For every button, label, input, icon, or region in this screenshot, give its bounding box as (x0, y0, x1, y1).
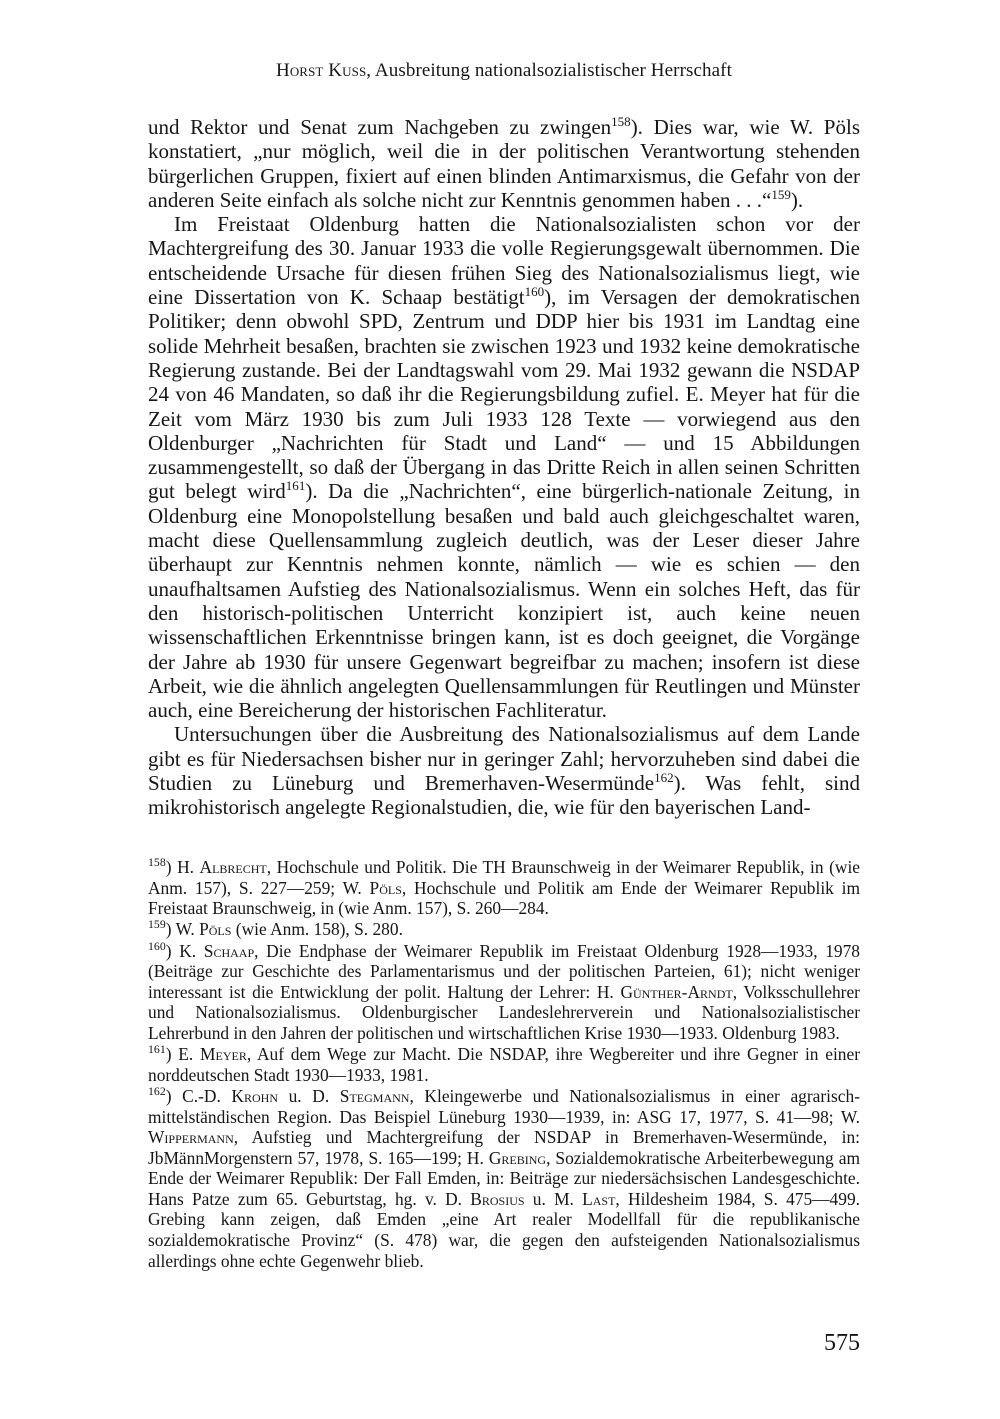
footnote-ref-162: 162 (654, 770, 674, 786)
paragraph-2 (148, 212, 860, 722)
paragraph-3-text: ). Was fehlt, sind mikrohistorisch angelegte Regionalstudien, die, wie für den bayerischen Land- (148, 771, 860, 820)
author-name: Pöls (199, 919, 232, 940)
footnote-mark: 158 (148, 855, 166, 870)
author-name: Last (582, 1188, 616, 1209)
footnote-text: , Hochschule und Politik am Ende der Weimarer Republik im Freistaat Braunschweig, in (wie Anm. 157), S. 260—284. (148, 877, 860, 919)
paragraph-1-text: und Rektor und Senat zum Nachgeben zu zwingen (148, 115, 612, 139)
running-head-author: Horst Kuss (276, 60, 367, 81)
footnote-text: , Sozialdemokratische Arbeiterbewegung am Ende der Weimarer Republik: Der Fall Emden, in: Beiträge zur niedersächsischen Landesgeschichte. Hans Patze zum 65. Geburtstag, hg. v. D. (148, 1147, 861, 1209)
footnote-mark: 159 (148, 917, 166, 932)
paragraph-3 (148, 722, 860, 819)
author-name: Meyer (200, 1044, 247, 1065)
paragraph-3-text: Untersuchungen über die Ausbreitung des Nationalsozialismus auf dem Lande gibt es für Niedersachsen bisher nur in geringer Zahl; hervorzuheben sind dabei die Studien zu Lüneburg und Bremerhaven-Wesermünde (148, 722, 860, 796)
paragraph-2-text: ). Da die „Nachrichten“, eine bürgerlich-nationale Zeitung, in Oldenburg eine Monopolstellung besaßen und bald auch gleichgeschaltet waren, macht diese Quellensammlung zugleich deutlich, was der Leser dieser Jahre überhaupt zur Kenntnis nehmen konnte, nämlich — wie es schien — den unaufhaltsamen Aufstieg des Nationalsozialismus. Wenn ein solches Heft, das für den historisch-politischen Unterricht konzipiert ist, auch keine neuen wissenschaftlichen Erkenntnisse bringen kann, ist es doch geeignet, die Vorgänge der Jahre ab 1930 für unsere Gegenwart begreifbar zu machen; insofern ist diese Arbeit, wie die ähnlich angelegten Quellensammlungen für Reutlingen und Münster auch, eine Bereicherung der historischen Fachliteratur. (148, 479, 860, 723)
paragraph-2-text: ), im Versagen der demokratischen Politiker; denn obwohl SPD, Zentrum und DDP hier bis 1931 im Landtag eine solide Mehrheit besaßen, brachten sie zwischen 1923 und 1932 keine demokratische Regierung zustande. Bei der Landtagswahl vom 29. Mai 1932 gewann die NSDAP 24 von 46 Mandaten, so daß ihr die Regierungsbildung zufiel. E. Meyer hat für die Zeit vom März 1930 bis zum Juli 1933 128 Texte — vorwiegend aus den Oldenburger „Nachrichten für Stadt und Land“ — und 15 Abbildungen zusammengestellt, so daß der Übergang in das Dritte Reich in allen seinen Schritten gut belegt wird (148, 285, 860, 504)
author-name: Brosius (470, 1188, 525, 1209)
footnote-mark: 162 (148, 1084, 166, 1099)
footnote-mark: 161 (148, 1042, 166, 1057)
footnote-text: ) C.-D. (165, 1085, 232, 1106)
author-name: Pöls (369, 877, 402, 898)
author-name: Stegmann (339, 1085, 410, 1106)
author-name: Albrecht (199, 857, 267, 877)
main-text (148, 115, 860, 820)
footnote-ref-159: 159 (771, 186, 791, 202)
author-name: Krohn (231, 1085, 278, 1106)
paragraph-1 (148, 115, 860, 212)
footnote-159 (148, 919, 860, 940)
footnote-ref-161: 161 (285, 478, 306, 494)
author-name: Wippermann (148, 1127, 234, 1148)
footnote-text: ) H. (165, 857, 200, 877)
footnote-text: u. D. (277, 1085, 340, 1106)
paragraph-1-text: ). (790, 187, 804, 212)
footnote-161 (148, 1044, 860, 1085)
page-number: 575 (824, 1330, 860, 1356)
author-name: Schaap (203, 940, 255, 961)
running-head-title: , Ausbreitung nationalsozialistischer Herrschaft (366, 60, 732, 81)
footnote-ref-158: 158 (611, 114, 631, 129)
author-name: Grebing (488, 1147, 547, 1168)
footnote-text: , Kleingewerbe und Nationalsozialismus in einer agrarisch-mittelständischen Region. Das Beispiel Lüneburg 1930—1939, in: ASG 17, 1977, S. 41—98; W. (148, 1085, 860, 1127)
footnote-text: , Hochschule und Politik. Die TH Braunschweig in der Weimarer Republik, in (wie Anm. 157), S. 227—259; W. (148, 857, 860, 898)
footnote-text: , Hildesheim 1984, S. 475—499. Grebing kann zeigen, daß Emden „eine Art realer Modellfall für die republikanische sozialdemokratische Provinz“ (S. 478) war, die gegen den aufsteigenden Nationalsozialismus allerdings ohne echte Gegenwehr blieb. (148, 1188, 860, 1271)
paragraph-2-text: Im Freistaat Oldenburg hatten die Nationalsozialisten schon vor der Machtergreifung des 30. Januar 1933 die volle Regierungsgewalt übernommen. Die entscheidende Ursache für diesen frühen Sieg des Nationalsozialismus liegt, wie eine Dissertation von K. Schaap bestätigt (148, 212, 860, 310)
footnote-text: ) W. (165, 919, 200, 940)
footnote-text: , Auf dem Wege zur Macht. Die NSDAP, ihre Wegbereiter und ihre Gegner in einer norddeutschen Stadt 1930—1933, 1981. (148, 1044, 860, 1085)
footnote-text: , Aufstieg und Machtergreifung der NSDAP in Bremerhaven-Wesermünde, in: JbMännMorgenstern 57, 1978, S. 165—199; H. (148, 1127, 860, 1168)
footnote-mark: 160 (148, 938, 166, 953)
footnote-text: u. M. (524, 1188, 583, 1209)
footnote-text: ) E. (165, 1044, 201, 1065)
paragraph-1-text: ). Dies war, wie W. Pöls konstatiert, „nur möglich, weil die in der politischen Verantwortung stehenden bürgerlichen Gruppen, fixiert auf einen blinden Antimarxismus, die Gefahr von der anderen Seite einfach als solche nicht zur Kenntnis genommen haben . . .“ (148, 115, 860, 212)
footnote-160 (148, 938, 860, 1044)
author-name: Günther-Arndt (620, 981, 733, 1002)
footnote-text: (wie Anm. 158), S. 280. (231, 919, 403, 940)
running-head (148, 60, 860, 82)
footnote-text: , Die Endphase der Weimarer Republik im Freistaat Oldenburg 1928—1933, 1978 (Beiträge zur Geschichte des Parlamentarismus und der politischen Parteien, 61); nicht weniger interessant ist die Entwicklung der polit. Haltung der Lehrer: H. (148, 940, 860, 1002)
footnotes (148, 857, 860, 1272)
footnote-text: , Volksschullehrer und Nationalsozialismus. Oldenburgischer Landeslehrerverein und Nationalsozialistischer Lehrerbund in den Jahren der politischen und wirtschaftlichen Krise 1930—1933. Oldenburg 1983. (148, 981, 860, 1043)
footnote-ref-160: 160 (524, 284, 545, 300)
footnote-162 (148, 1086, 860, 1271)
footnote-158 (148, 857, 860, 919)
footnote-text: ) K. (165, 940, 204, 961)
